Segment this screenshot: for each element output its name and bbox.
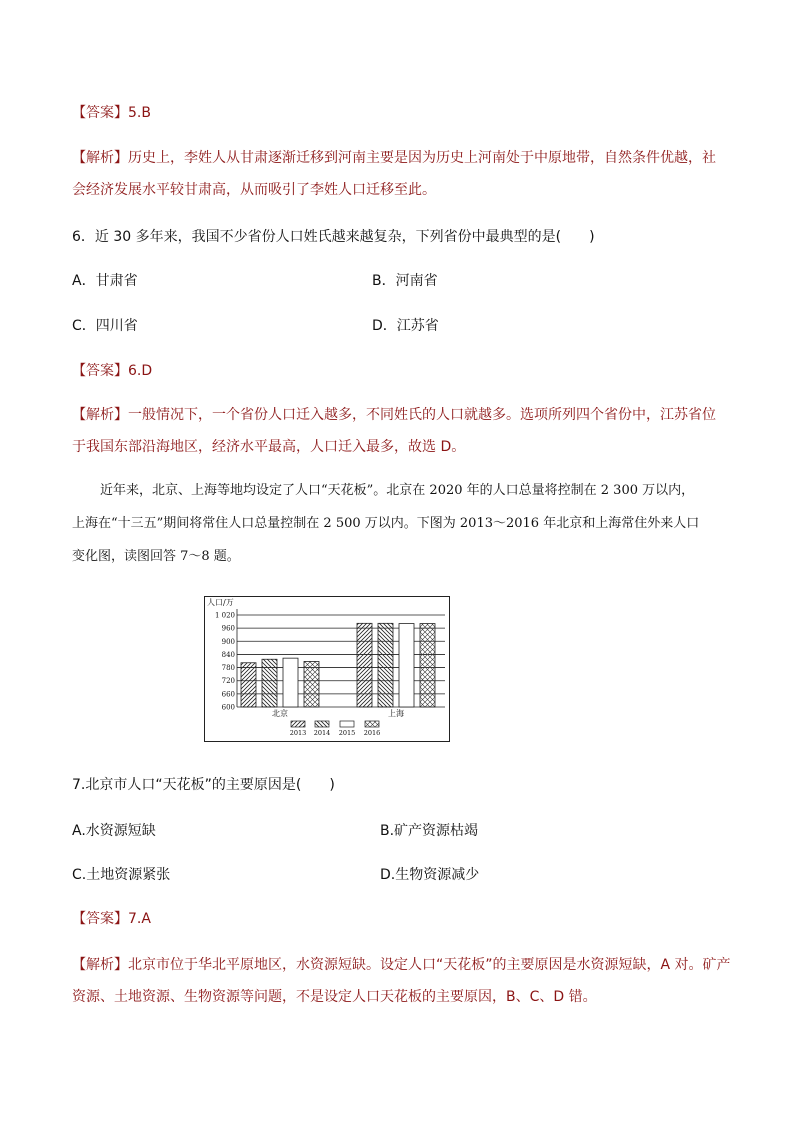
- population-chart: [204, 596, 450, 742]
- q6-stem: 6．近 30 多年来，我国不少省份人口姓氏越来越复杂，下列省份中最典型的是( ): [72, 229, 595, 245]
- y-tick-label: 660: [221, 690, 235, 699]
- analysis-text: 北京市位于华北平原地区，水资源短缺。设定人口“天花板”的主要原因是水资源短缺，A 对。矿产: [128, 957, 731, 973]
- q6-option-a[interactable]: A．甘肃省: [72, 273, 138, 289]
- category-label: 北京: [272, 709, 288, 718]
- y-tick-label: 900: [221, 637, 235, 646]
- q6-option-d[interactable]: D．江苏省: [372, 318, 439, 334]
- answer-tag: 【答案】: [72, 911, 128, 927]
- analysis-tag: 【解析】: [72, 407, 128, 423]
- y-tick-label: 720: [221, 677, 235, 686]
- q7-analysis-line1: [72, 954, 731, 974]
- y-tick-label: 840: [221, 650, 235, 659]
- q6-analysis-line1: [72, 404, 716, 424]
- q5-answer: [72, 102, 151, 122]
- bar-上海-2014: [378, 623, 393, 707]
- q6-option-c[interactable]: C．四川省: [72, 318, 138, 334]
- material-line2: 上海在“十三五”期间将常住人口总量控制在 2 500 万以内。下图为 2013～2016 年北京和上海常住外来人口: [72, 516, 700, 531]
- y-tick-label: 780: [221, 664, 235, 673]
- legend-label: 2014: [313, 729, 331, 737]
- answer-value: 5.B: [128, 105, 151, 121]
- q6-answer: [72, 360, 152, 380]
- q6-option-b[interactable]: B．河南省: [372, 273, 438, 289]
- y-tick-label: 600: [221, 703, 235, 712]
- q7-option-b[interactable]: B.矿产资源枯竭: [380, 823, 479, 839]
- answer-value: 6.D: [128, 363, 153, 379]
- legend-swatch-2014: [315, 721, 329, 727]
- q7-option-c[interactable]: C.土地资源紧张: [72, 867, 171, 883]
- answer-tag: 【答案】: [72, 363, 128, 379]
- q6-analysis-line2: 于我国东部沿海地区，经济水平最高，人口迁入最多，故选 D。: [72, 439, 466, 455]
- answer-tag: 【答案】: [72, 105, 128, 121]
- legend-swatch-2015: [340, 721, 354, 727]
- y-tick-label: 1 020: [214, 611, 235, 620]
- y-tick-label: 960: [221, 624, 235, 633]
- material-line1: 近年来，北京、上海等地均设定了人口“天花板”。北京在 2020 年的人口总量将控制在 2 300 万以内，: [100, 483, 695, 498]
- legend-label: 2013: [289, 729, 307, 737]
- q5-analysis-line1: [72, 147, 716, 167]
- legend-label: 2016: [363, 729, 381, 737]
- legend-swatch-2016: [365, 721, 379, 727]
- q7-answer: [72, 908, 151, 928]
- bar-上海-2013: [357, 623, 372, 707]
- q7-option-a[interactable]: A.水资源短缺: [72, 823, 156, 839]
- material-line3: 变化图，读图回答 7～8 题。: [72, 549, 240, 564]
- category-label: 上海: [388, 709, 404, 718]
- bar-北京-2013: [241, 663, 256, 707]
- y-axis-label: 人口/万: [207, 598, 234, 607]
- q7-option-d[interactable]: D.生物资源减少: [380, 867, 480, 883]
- legend-swatch-2013: [291, 721, 305, 727]
- legend-label: 2015: [338, 729, 356, 737]
- analysis-text: 历史上，李姓人从甘肃逐渐迁移到河南主要是因为历史上河南处于中原地带，自然条件优越，社: [128, 150, 716, 166]
- q5-analysis-line2: 会经济发展水平较甘肃高，从而吸引了李姓人口迁移至此。: [72, 182, 436, 198]
- bar-北京-2016: [304, 661, 319, 707]
- analysis-tag: 【解析】: [72, 150, 128, 166]
- answer-value: 7.A: [128, 911, 151, 927]
- bar-北京-2015: [283, 658, 298, 707]
- q7-analysis-line2: 资源、土地资源、生物资源等问题，不是设定人口天花板的主要原因，B、C、D 错。: [72, 989, 597, 1005]
- bar-北京-2014: [262, 659, 277, 707]
- bar-上海-2016: [420, 624, 435, 707]
- bar-上海-2015: [399, 624, 414, 707]
- bar-chart: [205, 597, 449, 741]
- analysis-text: 一般情况下，一个省份人口迁入越多，不同姓氏的人口就越多。选项所列四个省份中，江苏省位: [128, 407, 716, 423]
- analysis-tag: 【解析】: [72, 957, 128, 973]
- q7-stem: 7.北京市人口“天花板”的主要原因是( ): [72, 777, 335, 793]
